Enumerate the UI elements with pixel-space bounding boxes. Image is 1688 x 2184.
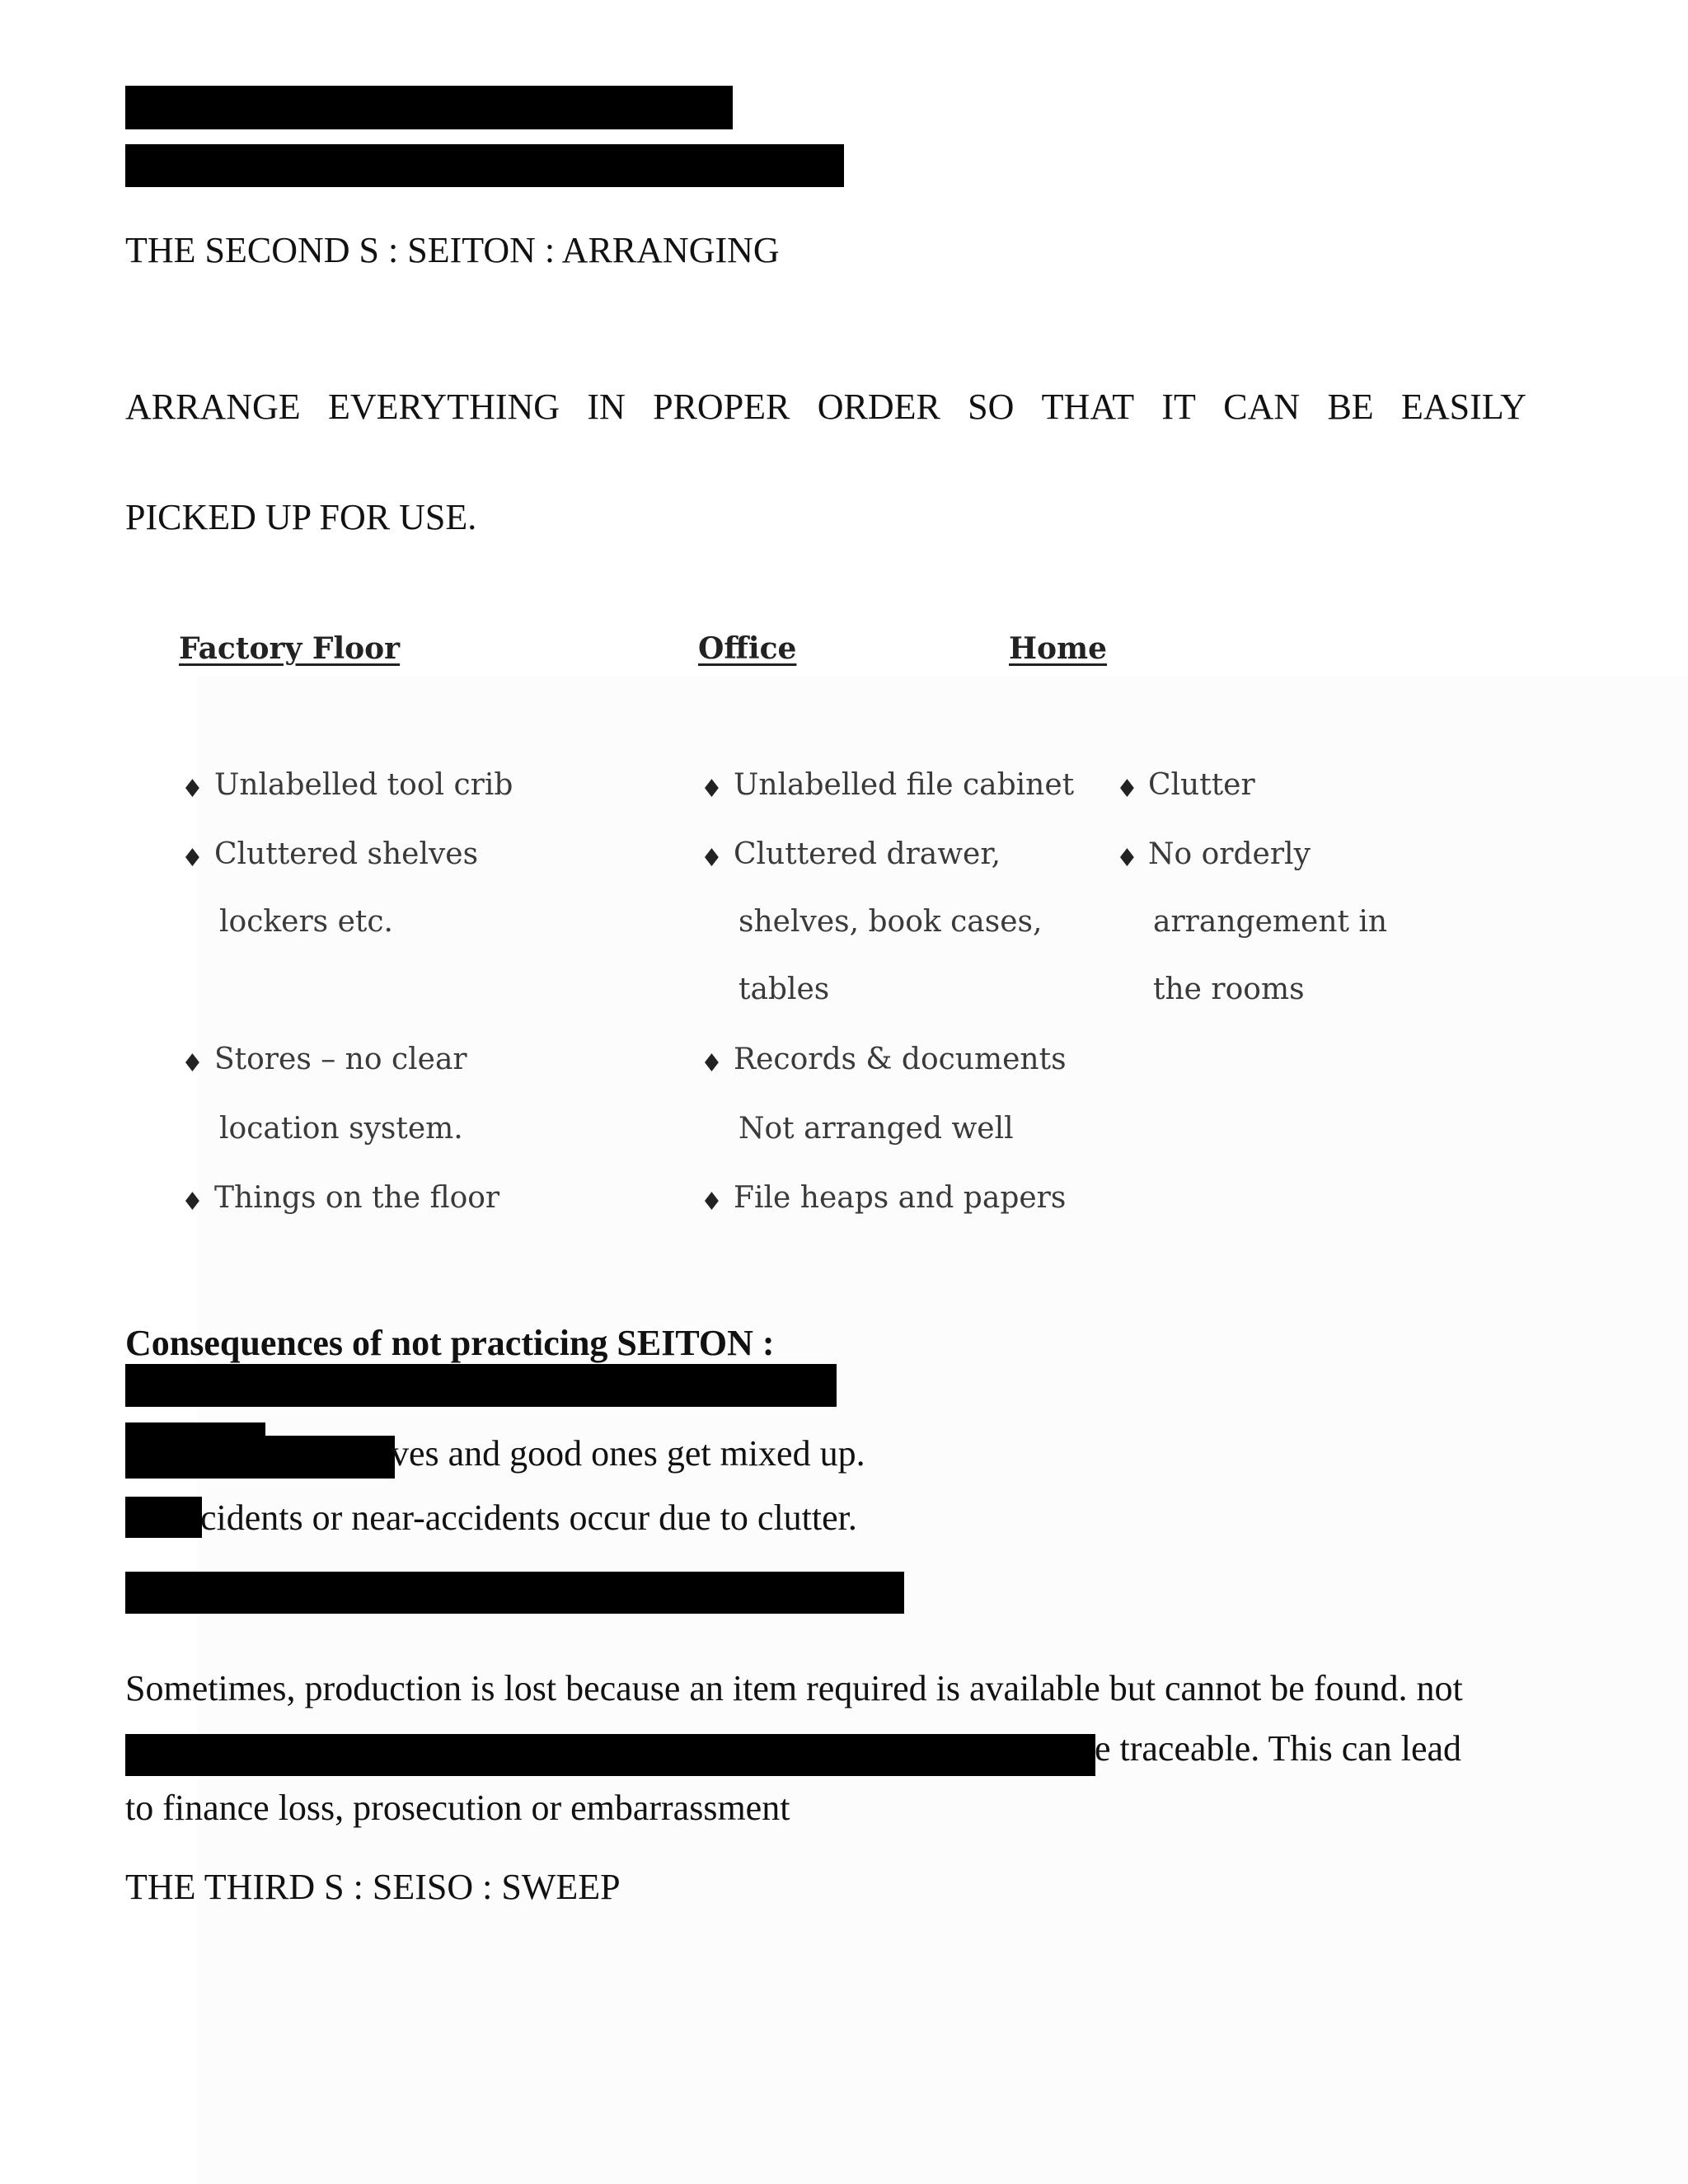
definition-word: SO — [968, 387, 1015, 427]
redacted-header-line-1 — [125, 86, 733, 129]
header-office: Office — [698, 631, 797, 666]
office-item: Cluttered drawer, — [734, 837, 1001, 871]
redacted-consequence-line-1 — [125, 1364, 837, 1407]
definition-word: EVERYTHING — [327, 387, 560, 427]
header-factory-floor: Factory Floor — [179, 631, 401, 666]
factory-item: Things on the floor — [214, 1181, 500, 1215]
redacted-header-line-2 — [125, 144, 844, 187]
redacted-consequence-line-4 — [125, 1572, 904, 1614]
diamond-bullet-icon: ♦ — [701, 844, 723, 873]
consequence-line-3: cidents or near-accidents occur due to clutter. — [200, 1497, 857, 1538]
diamond-bullet-icon: ♦ — [181, 775, 204, 804]
factory-item: Stores – no clear — [214, 1043, 467, 1076]
office-item-continued: Not arranged well — [738, 1112, 1014, 1146]
definition-word: CAN — [1223, 387, 1301, 427]
diamond-bullet-icon: ♦ — [181, 1049, 204, 1078]
office-item-continued: shelves, book cases, — [738, 905, 1043, 939]
diamond-bullet-icon: ♦ — [701, 1188, 723, 1216]
definition-word: IT — [1161, 387, 1196, 427]
definition-word: ORDER — [817, 387, 940, 427]
factory-item-continued: lockers etc. — [219, 905, 393, 939]
diamond-bullet-icon: ♦ — [701, 775, 723, 804]
definition-word: EASILY — [1400, 387, 1526, 427]
office-item-continued: tables — [738, 972, 830, 1006]
redacted-consequence-line-3 — [125, 1497, 202, 1538]
paragraph-line-1: Sometimes, production is lost because an item required is available but cannot be found. not — [125, 1668, 1463, 1708]
office-item: Records & documents — [734, 1043, 1067, 1076]
redacted-paragraph-line-2 — [125, 1734, 1095, 1776]
home-item-continued: the rooms — [1153, 972, 1305, 1006]
diamond-bullet-icon: ♦ — [701, 1049, 723, 1078]
seiso-title: THE THIRD S : SEISO : SWEEP — [125, 1867, 621, 1907]
office-item: Unlabelled file cabinet — [734, 768, 1075, 802]
factory-item: Unlabelled tool crib — [214, 768, 513, 802]
paragraph-line-3: to finance loss, prosecution or embarrassment — [125, 1788, 790, 1828]
header-home: Home — [1009, 631, 1108, 666]
definition-word: IN — [587, 387, 626, 427]
definition-line-2: PICKED UP FOR USE. — [125, 497, 477, 537]
diamond-bullet-icon: ♦ — [1116, 775, 1138, 804]
factory-item-continued: location system. — [219, 1112, 463, 1146]
definition-word: PROPER — [653, 387, 790, 427]
home-item: Clutter — [1148, 768, 1255, 802]
home-item-continued: arrangement in — [1153, 905, 1388, 939]
definition-word: THAT — [1041, 387, 1135, 427]
seiton-title: THE SECOND S : SEITON : ARRANGING — [125, 230, 780, 270]
diamond-bullet-icon: ♦ — [1116, 844, 1138, 873]
definition-word: ARRANGE — [125, 387, 301, 427]
definition-line-1 — [125, 386, 1526, 428]
definition-word: BE — [1327, 387, 1374, 427]
diamond-bullet-icon: ♦ — [181, 844, 204, 873]
scanned-table-background — [198, 676, 1688, 2184]
home-item: No orderly — [1148, 837, 1311, 871]
consequences-heading: Consequences of not practicing SEITON : — [125, 1323, 775, 1363]
office-item: File heaps and papers — [734, 1181, 1067, 1215]
factory-item: Cluttered shelves — [214, 837, 479, 871]
redacted-consequence-line-2b — [125, 1436, 395, 1479]
diamond-bullet-icon: ♦ — [181, 1188, 204, 1216]
paragraph-line-2: e traceable. This can lead — [1095, 1728, 1462, 1769]
consequence-line-2: ves and good ones get mixed up. — [391, 1433, 865, 1474]
